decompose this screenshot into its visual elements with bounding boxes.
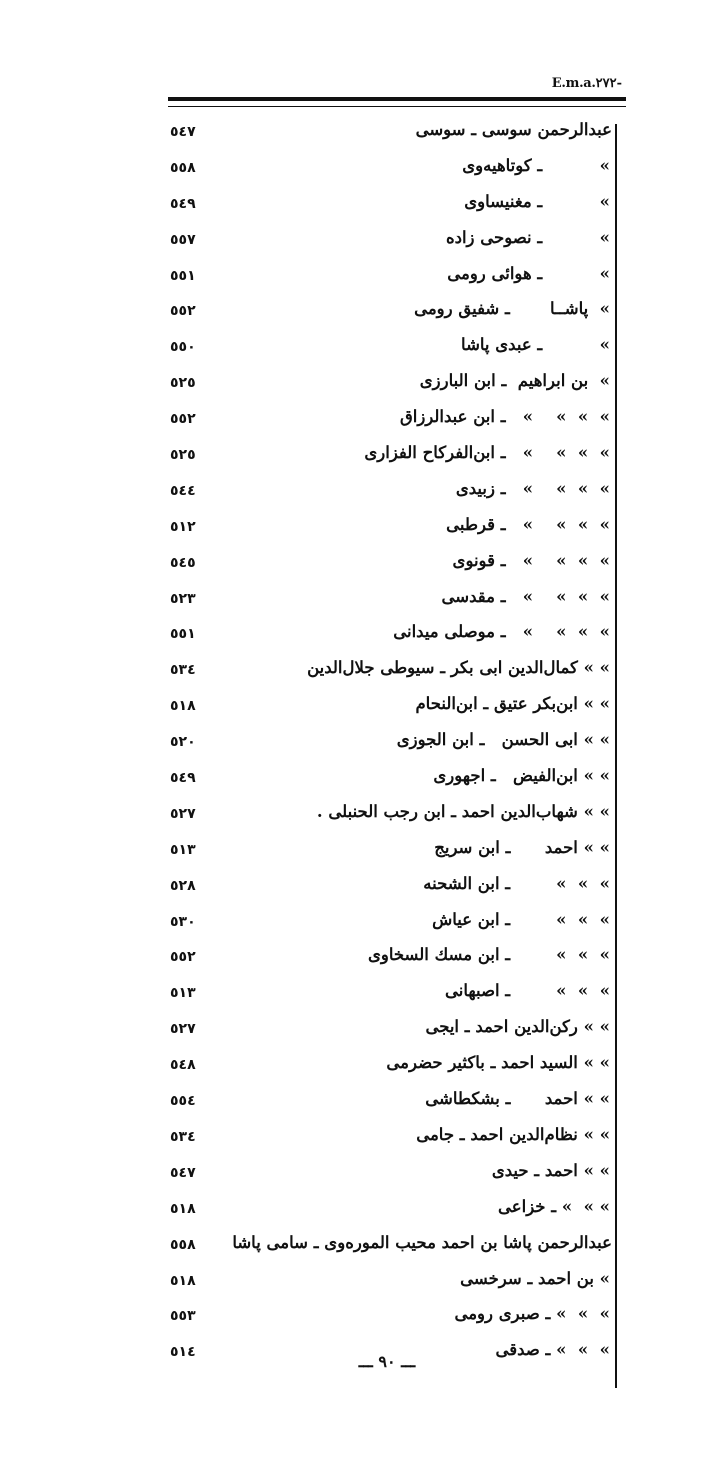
entry-text: » » احمد ـ ابن سريج [434,837,610,857]
page-ref-number: ٥٥١ [170,626,196,643]
entry-text: » » » » ـ ابن‌الفركاح الفزارى [364,443,610,463]
page-ref-number: ٥٤٩ [170,195,196,212]
entry-text: » ـ نصوحى زاده [445,227,610,247]
page-ref-number: ٥٤٧ [170,1164,196,1181]
list-item [0,690,704,726]
page-ref-number: ٥٢٠ [170,734,196,751]
entry-text: » » احمد ـ حيدى [491,1160,610,1180]
entry-text: » » » » ـ ابن عبدالرزاق [399,407,610,427]
entry-text: » ـ مغنيساوى [464,191,610,211]
page-ref-number: ٥٢٧ [170,1021,196,1038]
page-ref-number: ٥٣٤ [170,662,196,679]
entry-text: » » » ـ ابن عياش [432,909,610,929]
list-item [0,188,704,224]
page-ref-number: ٥٤٨ [170,1057,196,1074]
entry-text: » » ركن‌الدين احمد ـ ايجى [425,1017,610,1037]
page-ref-number: ٥١٣ [170,985,196,1002]
list-item [0,762,704,798]
list-item [0,475,704,511]
list-item [0,1157,704,1193]
list-item [0,1265,704,1301]
header-rule-thick [168,97,626,101]
list-item [0,1085,704,1121]
list-item [0,511,704,547]
page-ref-number: ٥٣٤ [170,1128,196,1145]
list-item [0,224,704,260]
page-ref-number: ٥٥٧ [170,231,196,248]
list-item [0,295,704,331]
page-ref-number: ٥٥٣ [170,1308,196,1325]
entry-text: » ـ عبدى پاشا [461,335,610,355]
entry-text: » » احمد ـ بشكطاشى [425,1089,610,1109]
entry-text: » » » » ـ قونوى [452,550,610,570]
page-ref-number: ٥٥٢ [170,411,196,428]
page-ref-number: ٥٥٤ [170,1093,196,1110]
entry-text: » » » ـ ابن الشحنه [423,873,610,893]
entry-text: » » » ـ صدقى [495,1340,610,1360]
page-ref-number: ٥١٢ [170,518,196,535]
list-item [0,152,704,188]
list-item [0,367,704,403]
entry-text: » بن احمد ـ سرخسى [460,1268,610,1288]
page-ref-number: ٥١٨ [170,698,196,715]
list-item [0,977,704,1013]
list-item [0,1300,704,1336]
list-item [0,331,704,367]
list-item [0,1121,704,1157]
list-item [0,439,704,475]
page-ref-number: ٥٤٥ [170,554,196,571]
page-ref-number: ٥١٤ [170,1344,196,1361]
header-rule-thin [168,106,626,107]
page-ref-number: ٥٥٠ [170,339,196,356]
list-item [0,834,704,870]
page-ref-number: ٥٥٢ [170,303,196,320]
entry-text: » » » » ـ مقدسى [441,586,610,606]
entry-text: » » » ـ خزاعى [498,1196,610,1216]
page-reference: E.m.a.۲۷۲- [551,76,622,91]
list-item [0,116,704,152]
entry-text: » ـ كوتاهيه‌وى [462,155,610,175]
entry-text: » » » » ـ قرطبى [446,514,610,534]
entry-text: عبدالرحمن سوسى ـ سوسى [415,120,612,139]
entry-text: » » » ـ صبرى رومى [454,1304,610,1324]
list-item [0,941,704,977]
page-ref-number: ٥٤٧ [170,124,196,140]
list-item [0,1013,704,1049]
page-ref-number: ٥٢٥ [170,447,196,464]
entry-text: » » كمال‌الدين ابى بكر ـ سيوطى جلال‌الدين [307,658,610,678]
page-ref-number: ٥٥٨ [170,159,196,176]
page-ref-number: ٥٤٤ [170,482,196,499]
entry-text: » بن ابراهيم ـ ابن البارزى [419,371,610,391]
entry-text: » » » » ـ موصلى ميدانى [393,622,610,642]
list-item [0,798,704,834]
list-item [0,618,704,654]
entry-text: » پاشــا ـ شفيق رومى [414,299,610,319]
list-item [0,1229,704,1265]
entry-text: » » » ـ ابن مسك السخاوى [367,945,610,965]
index-list [0,116,704,1372]
list-item [0,547,704,583]
page-ref-number: ٥١٨ [170,1200,196,1217]
list-item [0,1049,704,1085]
entry-text: » » نظام‌الدين احمد ـ جامى [416,1124,610,1144]
entry-text: » » ابن‌الفيض ـ اجهورى [433,766,610,786]
entry-text: » » » » ـ زبيدى [455,478,610,498]
entry-text: » » شهاب‌الدين احمد ـ ابن رجب الحنبلى . [316,801,610,821]
list-item [0,906,704,942]
entry-text: » » السيد احمد ـ باكثير حضرمى [386,1053,610,1073]
entry-text: » » » ـ اصبهانى [445,981,610,1001]
entry-text: عبدالرحمن پاشا بن احمد محيب الموره‌وى ـ سامى پاشا [232,1232,612,1252]
page-ref-number: ٥٥٢ [170,949,196,966]
page-ref-number: ٥٣٠ [170,913,196,930]
list-item [0,583,704,619]
entry-text: » ـ هوائى رومى [447,263,610,283]
list-item [0,870,704,906]
entry-text: » » ابى الحسن ـ ابن الجوزى [396,730,610,750]
list-item [0,260,704,296]
page-ref-number: ٥٢٣ [170,590,196,607]
page-ref-number: ٥١٣ [170,841,196,858]
page-ref-number: ٥٢٧ [170,805,196,822]
page-ref-number: ٥٥١ [170,267,196,284]
page-ref-number: ٥٤٩ [170,770,196,787]
entry-text: » » ابن‌بكر عتيق ـ ابن‌النحام [415,694,610,714]
page-ref-number: ٥١٨ [170,1272,196,1289]
list-item [0,654,704,690]
page-ref-number: ٥٥٨ [170,1236,196,1253]
page-number: ـــ ٩٠ ـــ [358,1352,416,1371]
page-ref-number: ٥٢٥ [170,375,196,392]
list-item [0,1193,704,1229]
page-ref-number: ٥٢٨ [170,877,196,894]
list-item [0,726,704,762]
list-item [0,403,704,439]
